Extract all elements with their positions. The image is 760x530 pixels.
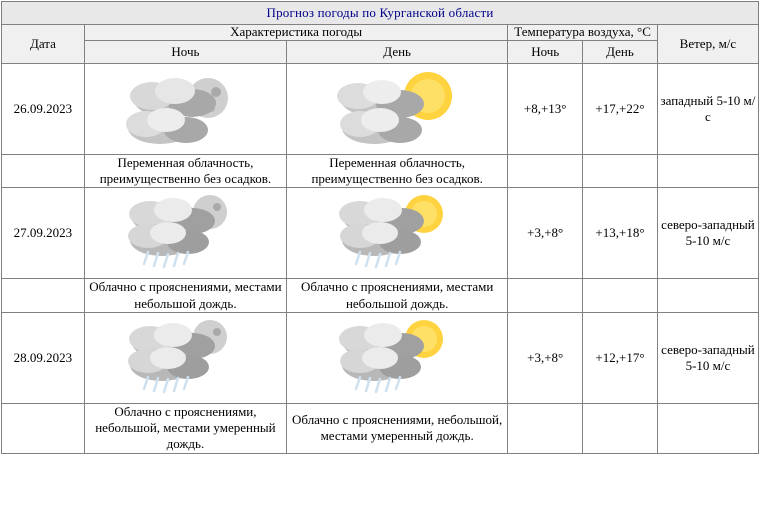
row-temp-night: +3,+8°: [508, 188, 583, 279]
title-row: [2, 2, 759, 25]
row-day-desc: Облачно с прояснениями, небольшой, местами умеренный дождь.: [286, 403, 507, 453]
header-night: Ночь: [84, 40, 286, 63]
weather-forecast-sheet: [0, 1, 760, 530]
rain-sun-icon: [287, 188, 507, 278]
row-night-desc: Облачно с прояснениями, местами небольшой дождь.: [84, 279, 286, 313]
row-temp-day: +17,+22°: [583, 63, 658, 154]
row-date: 27.09.2023: [2, 188, 85, 279]
desc-tn-spacer: [508, 279, 583, 313]
header-wind: Ветер, м/с: [657, 25, 758, 64]
partly-sunny-icon: [287, 64, 507, 154]
row-day-cell: [286, 63, 507, 154]
header-characteristic: Характеристика погоды: [84, 25, 507, 41]
rain-night-icon: [85, 313, 286, 403]
header-temp-night: Ночь: [508, 40, 583, 63]
rain-sun-icon: [287, 313, 507, 403]
page-title: Прогноз погоды по Курганской области: [2, 2, 759, 25]
desc-date-spacer: [2, 403, 85, 453]
table-row-desc: [2, 403, 759, 453]
cloudy-night-icon: [85, 64, 286, 154]
row-temp-night: +8,+13°: [508, 63, 583, 154]
desc-td-spacer: [583, 403, 658, 453]
row-day-desc: Переменная облачность, преимущественно без осадков.: [286, 154, 507, 188]
row-temp-day: +13,+18°: [583, 188, 658, 279]
row-night-cell: [84, 188, 286, 279]
desc-date-spacer: [2, 154, 85, 188]
row-wind: северо-западный 5-10 м/с: [657, 312, 758, 403]
row-night-desc: Облачно с прояснениями, небольшой, местами умеренный дождь.: [84, 403, 286, 453]
header-day: День: [286, 40, 507, 63]
row-night-cell: [84, 63, 286, 154]
table-row: [2, 312, 759, 403]
row-day-cell: [286, 188, 507, 279]
header-row-main: [2, 25, 759, 41]
desc-date-spacer: [2, 279, 85, 313]
row-temp-day: +12,+17°: [583, 312, 658, 403]
row-day-cell: [286, 312, 507, 403]
row-night-cell: [84, 312, 286, 403]
row-wind: северо-западный 5-10 м/с: [657, 188, 758, 279]
header-date: Дата: [2, 25, 85, 64]
row-day-desc: Облачно с прояснениями, местами небольшой дождь.: [286, 279, 507, 313]
desc-td-spacer: [583, 154, 658, 188]
desc-wind-spacer: [657, 403, 758, 453]
table-row-desc: [2, 154, 759, 188]
header-row-sub: [2, 40, 759, 63]
table-row: [2, 188, 759, 279]
desc-td-spacer: [583, 279, 658, 313]
row-night-desc: Переменная облачность, преимущественно без осадков.: [84, 154, 286, 188]
header-temperature: Температура воздуха, °C: [508, 25, 658, 41]
table-row-desc: [2, 279, 759, 313]
desc-wind-spacer: [657, 154, 758, 188]
row-date: 26.09.2023: [2, 63, 85, 154]
header-temp-day: День: [583, 40, 658, 63]
row-date: 28.09.2023: [2, 312, 85, 403]
desc-tn-spacer: [508, 403, 583, 453]
table-row: [2, 63, 759, 154]
rain-night-icon: [85, 188, 286, 278]
desc-tn-spacer: [508, 154, 583, 188]
row-temp-night: +3,+8°: [508, 312, 583, 403]
desc-wind-spacer: [657, 279, 758, 313]
forecast-table: [1, 1, 759, 454]
row-wind: западный 5-10 м/с: [657, 63, 758, 154]
